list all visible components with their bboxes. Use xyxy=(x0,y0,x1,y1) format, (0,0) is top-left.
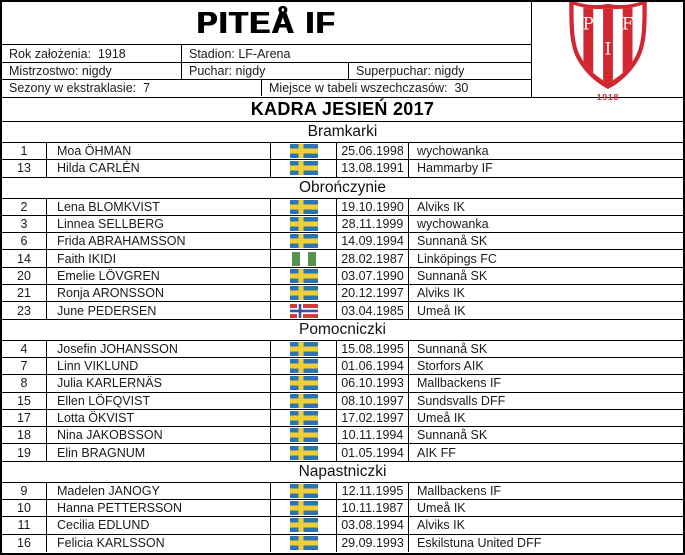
section-header: Bramkarki xyxy=(2,122,683,143)
player-nationality-cell xyxy=(271,517,337,533)
sweden-flag-icon xyxy=(290,200,318,214)
info-row-2 xyxy=(2,62,531,79)
sweden-flag-icon xyxy=(290,484,318,498)
table-row xyxy=(2,393,683,410)
player-previous-club: wychowanka xyxy=(417,144,489,159)
table-row xyxy=(2,500,683,517)
player-number: 20 xyxy=(2,268,47,284)
table-row xyxy=(2,517,683,534)
info-row-1 xyxy=(2,45,531,62)
player-number: 6 xyxy=(2,233,47,249)
sweden-flag-icon xyxy=(290,411,318,425)
player-name: Moa ÖHMAN xyxy=(47,143,271,159)
player-nationality-cell xyxy=(271,483,337,499)
table-row xyxy=(2,233,683,250)
player-name: Hilda CARLÉN xyxy=(47,160,271,176)
table-row xyxy=(2,302,683,319)
player-birthdate: 25.06.1998 xyxy=(337,143,409,159)
player-nationality-cell xyxy=(271,341,337,357)
sweden-flag-icon xyxy=(290,376,318,390)
player-number: 14 xyxy=(2,250,47,266)
table-row xyxy=(2,444,683,461)
sweden-flag-icon xyxy=(290,161,318,175)
player-previous-club: Mallbackens IF xyxy=(417,376,502,391)
player-birthdate: 28.11.1999 xyxy=(337,216,409,232)
player-name: Emelie LÖVGREN xyxy=(47,268,271,284)
player-name: Cecilia EDLUND xyxy=(47,517,271,533)
player-number: 15 xyxy=(2,393,47,409)
player-name: Felicia KARLSSON xyxy=(47,535,271,552)
crest-letter-p: P xyxy=(582,14,594,34)
founded-field: Rok założenia: 1918 xyxy=(2,45,182,62)
player-name: Lotta ÖKVIST xyxy=(47,410,271,426)
norway-flag-icon xyxy=(290,304,318,318)
player-name: Nina JAKOBSSON xyxy=(47,427,271,443)
player-birthdate: 17.02.1997 xyxy=(337,410,409,426)
info-row-3 xyxy=(2,79,531,96)
player-nationality-cell xyxy=(271,199,337,215)
table-row xyxy=(2,427,683,444)
sweden-flag-icon xyxy=(290,359,318,373)
player-nationality-cell xyxy=(271,535,337,552)
player-number: 18 xyxy=(2,427,47,443)
player-nationality-cell xyxy=(271,216,337,232)
sweden-flag-icon xyxy=(290,501,318,515)
player-nationality-cell xyxy=(271,160,337,176)
player-previous-club: Umeå IK xyxy=(417,501,466,516)
player-number: 19 xyxy=(2,444,47,460)
player-previous-club: Umeå IK xyxy=(417,303,466,318)
sweden-flag-icon xyxy=(290,536,318,550)
player-number: 11 xyxy=(2,517,47,533)
player-previous-club: Sunnanå SK xyxy=(417,341,488,356)
sweden-flag-icon xyxy=(290,342,318,356)
player-birthdate: 12.11.1995 xyxy=(337,483,409,499)
player-previous-club: Umeå IK xyxy=(417,411,466,425)
player-name: Ellen LÖFQVIST xyxy=(47,393,271,409)
section-header: Obrończynie xyxy=(2,178,683,199)
sweden-flag-icon xyxy=(290,446,318,460)
player-nationality-cell xyxy=(271,393,337,409)
player-previous-club: Alviks IK xyxy=(417,286,465,301)
player-birthdate: 19.10.1990 xyxy=(337,199,409,215)
table-row xyxy=(2,160,683,177)
player-birthdate: 20.12.1997 xyxy=(337,285,409,301)
player-number: 10 xyxy=(2,500,47,516)
header-left xyxy=(2,2,532,97)
player-previous-club: Alviks IK xyxy=(417,199,465,214)
player-number: 2 xyxy=(2,199,47,215)
player-previous-club: Linköpings FC xyxy=(417,251,497,266)
player-name: Josefin JOHANSSON xyxy=(47,341,271,357)
alltime-table-field: Miejsce w tabeli wszechczasów: 30 xyxy=(269,81,469,95)
crest-year: 1918 xyxy=(596,92,619,103)
player-number: 16 xyxy=(2,535,47,552)
player-number: 23 xyxy=(2,302,47,318)
player-name: Ronja ARONSSON xyxy=(47,285,271,301)
player-previous-club: Storfors AIK xyxy=(417,359,484,374)
sweden-flag-icon xyxy=(290,394,318,408)
table-row xyxy=(2,341,683,358)
crest-letter-f: F xyxy=(621,14,633,34)
player-birthdate: 10.11.1994 xyxy=(337,427,409,443)
player-nationality-cell xyxy=(271,233,337,249)
squad-sections xyxy=(2,122,683,552)
player-birthdate: 03.04.1985 xyxy=(337,302,409,318)
table-row xyxy=(2,410,683,427)
player-birthdate: 14.09.1994 xyxy=(337,233,409,249)
player-birthdate: 13.08.1991 xyxy=(337,160,409,176)
table-row xyxy=(2,358,683,375)
player-birthdate: 28.02.1987 xyxy=(337,250,409,266)
player-name: Julia KARLERNÄS xyxy=(47,375,271,391)
page-title: PITEÅ IF xyxy=(2,2,531,45)
sweden-flag-icon xyxy=(290,217,318,231)
nigeria-flag-icon xyxy=(292,252,316,266)
player-birthdate: 03.07.1990 xyxy=(337,268,409,284)
player-birthdate: 10.11.1987 xyxy=(337,500,409,516)
table-row xyxy=(2,483,683,500)
player-previous-club: Mallbackens IF xyxy=(417,483,502,498)
player-nationality-cell xyxy=(271,285,337,301)
sweden-flag-icon xyxy=(290,234,318,248)
player-name: Hanna PETTERSSON xyxy=(47,500,271,516)
player-previous-club: wychowanka xyxy=(417,217,489,232)
squad-title: KADRA JESIEŃ 2017 xyxy=(2,98,683,122)
player-birthdate: 06.10.1993 xyxy=(337,375,409,391)
table-row xyxy=(2,216,683,233)
player-name: Lena BLOMKVIST xyxy=(47,199,271,215)
player-previous-club: Sunnanå SK xyxy=(417,268,488,283)
player-number: 8 xyxy=(2,375,47,391)
table-row xyxy=(2,143,683,160)
table-row xyxy=(2,285,683,302)
championship-field: Mistrzostwo: nigdy xyxy=(2,63,182,79)
section-header: Pomocniczki xyxy=(2,320,683,341)
player-number: 4 xyxy=(2,341,47,357)
player-number: 21 xyxy=(2,285,47,301)
header-block xyxy=(2,2,683,103)
player-number: 1 xyxy=(2,143,47,159)
table-row xyxy=(2,268,683,285)
player-nationality-cell xyxy=(271,375,337,391)
table-row xyxy=(2,250,683,267)
player-previous-club: Sundsvalls DFF xyxy=(417,393,506,408)
player-name: Linn VIKLUND xyxy=(47,358,271,374)
player-previous-club: Hammarby IF xyxy=(417,161,493,176)
player-number: 17 xyxy=(2,410,47,426)
player-previous-club: Sunnanå SK xyxy=(417,234,488,249)
section-header: Napastniczki xyxy=(2,462,683,483)
player-name: Elin BRAGNUM xyxy=(47,444,271,460)
player-birthdate: 29.09.1993 xyxy=(337,535,409,552)
crest-letter-i: I xyxy=(604,39,611,59)
sweden-flag-icon xyxy=(290,269,318,283)
player-nationality-cell xyxy=(271,250,337,266)
crest-cell xyxy=(532,2,683,103)
player-birthdate: 01.05.1994 xyxy=(337,444,409,460)
player-nationality-cell xyxy=(271,302,337,318)
sweden-flag-icon xyxy=(290,144,318,158)
sweden-flag-icon xyxy=(290,428,318,442)
player-name: Frida ABRAHAMSSON xyxy=(47,233,271,249)
sweden-flag-icon xyxy=(290,286,318,300)
player-birthdate: 03.08.1994 xyxy=(337,517,409,533)
player-nationality-cell xyxy=(271,410,337,426)
player-nationality-cell xyxy=(271,358,337,374)
player-name: Faith IKIDI xyxy=(47,250,271,266)
table-row xyxy=(2,535,683,552)
supercup-field: Superpuchar: nigdy xyxy=(356,64,465,78)
stadium-field: Stadion: LF-Arena xyxy=(189,46,291,61)
player-previous-club: Eskilstuna United DFF xyxy=(417,536,542,551)
player-number: 9 xyxy=(2,483,47,499)
player-birthdate: 15.08.1995 xyxy=(337,341,409,357)
player-nationality-cell xyxy=(271,268,337,284)
player-nationality-cell xyxy=(271,143,337,159)
player-birthdate: 01.06.1994 xyxy=(337,358,409,374)
club-crest-icon xyxy=(565,0,651,103)
player-name: Madelen JANOGY xyxy=(47,483,271,499)
player-number: 7 xyxy=(2,358,47,374)
table-row xyxy=(2,199,683,216)
player-number: 3 xyxy=(2,216,47,232)
player-nationality-cell xyxy=(271,444,337,460)
sweden-flag-icon xyxy=(290,518,318,532)
player-number: 13 xyxy=(2,160,47,176)
player-previous-club: Sunnanå SK xyxy=(417,428,488,443)
cup-field: Puchar: nigdy xyxy=(182,63,349,79)
player-name: June PEDERSEN xyxy=(47,302,271,318)
player-nationality-cell xyxy=(271,500,337,516)
table-row xyxy=(2,375,683,392)
player-previous-club: AIK FF xyxy=(417,445,456,460)
player-birthdate: 08.10.1997 xyxy=(337,393,409,409)
player-nationality-cell xyxy=(271,427,337,443)
player-name: Linnea SELLBERG xyxy=(47,216,271,232)
seasons-field: Sezony w ekstraklasie: 7 xyxy=(2,80,262,96)
player-previous-club: Alviks IK xyxy=(417,518,465,533)
